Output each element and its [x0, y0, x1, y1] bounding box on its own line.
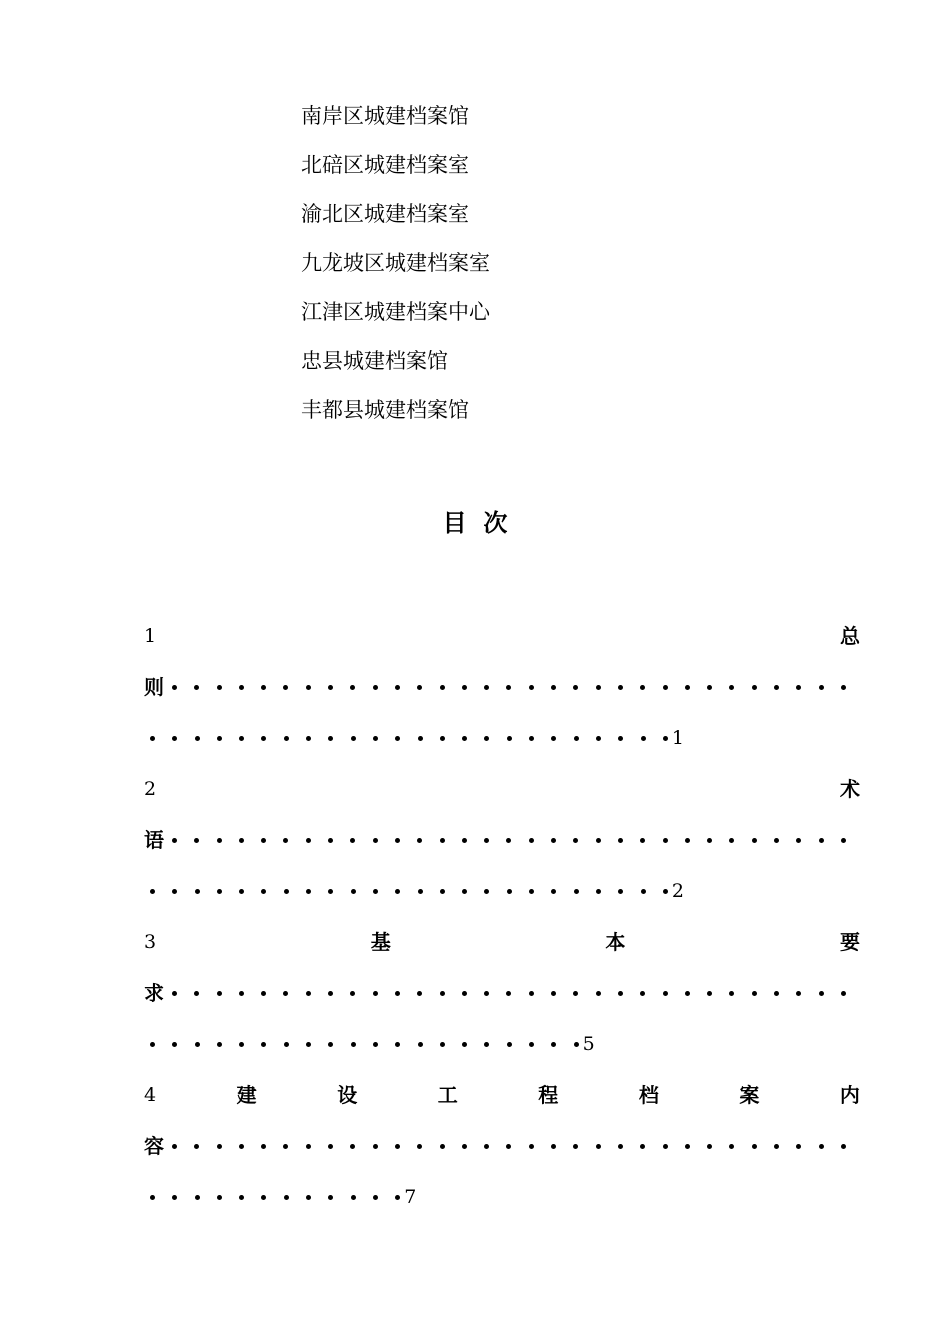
leader-dot — [328, 1195, 333, 1200]
leader-dot — [284, 889, 289, 894]
leader-dot — [283, 685, 288, 690]
toc-heading-line — [144, 764, 860, 815]
leader-dot — [506, 1144, 511, 1149]
leader-dot — [373, 1042, 378, 1047]
leader-dot — [574, 1042, 579, 1047]
leader-dot — [506, 685, 511, 690]
leader-dot — [596, 838, 601, 843]
table-of-contents — [144, 611, 860, 1223]
leader-dot — [261, 1042, 266, 1047]
leader-dot — [172, 685, 177, 690]
leader-dot — [195, 889, 200, 894]
leader-dot — [239, 1195, 244, 1200]
toc-heading-char: 档 — [638, 1083, 659, 1107]
leader-dot — [440, 736, 445, 741]
leader-dot — [328, 1042, 333, 1047]
leader-dot — [373, 838, 378, 843]
leader-dot — [194, 1144, 199, 1149]
toc-entry-number: 4 — [144, 1084, 157, 1106]
leader-dot — [328, 1144, 333, 1149]
dot-leader — [164, 685, 846, 690]
leader-dot — [819, 1144, 824, 1149]
leader-dot — [506, 991, 511, 996]
toc-page-number: 2 — [671, 880, 684, 902]
leader-dot — [217, 1042, 222, 1047]
toc-entry-number: 2 — [144, 778, 157, 800]
leader-dot — [373, 889, 378, 894]
leader-dot — [306, 838, 311, 843]
leader-dot — [484, 736, 489, 741]
leader-dot — [373, 685, 378, 690]
leader-dot — [596, 1144, 601, 1149]
toc-heading-line — [144, 917, 860, 968]
leader-dot — [283, 1144, 288, 1149]
leader-dot — [640, 685, 645, 690]
leader-dot — [172, 991, 177, 996]
archive-item: 丰都县城建档案馆 — [301, 398, 469, 422]
leader-dot — [462, 685, 467, 690]
leader-dot — [707, 685, 712, 690]
leader-dot — [551, 685, 556, 690]
leader-dot — [418, 1042, 423, 1047]
toc-heading-char: 总 — [840, 624, 860, 648]
leader-dot — [328, 685, 333, 690]
leader-dot — [261, 838, 266, 843]
leader-dot — [194, 991, 199, 996]
leader-dot — [194, 838, 199, 843]
toc-heading-char: 建 — [236, 1083, 257, 1107]
leader-dot — [663, 838, 668, 843]
leader-dot — [819, 685, 824, 690]
leader-dot — [618, 838, 623, 843]
leader-dot — [551, 1144, 556, 1149]
toc-heading-char: 术 — [840, 777, 860, 801]
leader-dot — [395, 838, 400, 843]
leader-dot — [283, 991, 288, 996]
leader-dot — [328, 991, 333, 996]
leader-dot — [707, 991, 712, 996]
leader-dot — [685, 991, 690, 996]
leader-dot — [440, 991, 445, 996]
dot-leader — [164, 1144, 846, 1149]
leader-dot — [306, 685, 311, 690]
leader-dot — [351, 736, 356, 741]
leader-dot — [752, 685, 757, 690]
toc-leader-line — [144, 1121, 860, 1172]
leader-dot — [462, 889, 467, 894]
leader-dot — [150, 889, 155, 894]
leader-dot — [618, 736, 623, 741]
toc-page-line — [144, 713, 860, 764]
leader-dot — [618, 991, 623, 996]
leader-dot — [195, 1042, 200, 1047]
leader-dot — [284, 1195, 289, 1200]
leader-dot — [395, 736, 400, 741]
leader-dot — [462, 1144, 467, 1149]
leader-dot — [596, 991, 601, 996]
leader-dot — [574, 889, 579, 894]
dot-leader — [144, 889, 668, 894]
leader-dot — [417, 991, 422, 996]
leader-dot — [328, 838, 333, 843]
toc-heading-line — [144, 611, 860, 662]
leader-dot — [306, 1144, 311, 1149]
leader-dot — [484, 889, 489, 894]
leader-dot — [685, 838, 690, 843]
dot-leader — [164, 991, 846, 996]
leader-dot — [663, 889, 668, 894]
leader-dot — [640, 838, 645, 843]
toc-page-line — [144, 1019, 860, 1070]
toc-page-line — [144, 1172, 860, 1223]
leader-dot — [618, 1144, 623, 1149]
leader-dot — [172, 889, 177, 894]
leader-dot — [573, 838, 578, 843]
leader-dot — [306, 1195, 311, 1200]
leader-dot — [418, 736, 423, 741]
leader-dot — [283, 838, 288, 843]
toc-title: 目 次 — [442, 509, 508, 537]
leader-dot — [261, 991, 266, 996]
leader-dot — [551, 991, 556, 996]
leader-dot — [551, 889, 556, 894]
leader-dot — [261, 1144, 266, 1149]
leader-dot — [261, 736, 266, 741]
toc-entry[interactable] — [144, 917, 860, 1070]
leader-dot — [373, 991, 378, 996]
leader-dot — [306, 1042, 311, 1047]
toc-entry[interactable] — [144, 611, 860, 764]
leader-dot — [640, 1144, 645, 1149]
leader-dot — [172, 838, 177, 843]
leader-dot — [752, 1144, 757, 1149]
leader-dot — [774, 838, 779, 843]
archive-item: 渝北区城建档案室 — [301, 202, 469, 226]
leader-dot — [462, 991, 467, 996]
leader-dot — [462, 1042, 467, 1047]
leader-dot — [841, 1144, 846, 1149]
toc-page-number: 1 — [671, 727, 684, 749]
leader-dot — [796, 685, 801, 690]
leader-dot — [841, 991, 846, 996]
leader-dot — [284, 1042, 289, 1047]
leader-dot — [350, 685, 355, 690]
leader-dot — [172, 736, 177, 741]
archive-item: 忠县城建档案馆 — [301, 349, 448, 373]
toc-leader-line — [144, 968, 860, 1019]
leader-dot — [573, 991, 578, 996]
leader-dot — [507, 1042, 512, 1047]
toc-heading-char: 案 — [739, 1083, 760, 1107]
toc-leader-line — [144, 662, 860, 713]
leader-dot — [351, 1195, 356, 1200]
toc-heading-char: 则 — [144, 675, 164, 699]
leader-dot — [841, 685, 846, 690]
archive-item: 江津区城建档案中心 — [301, 300, 490, 324]
leader-dot — [306, 889, 311, 894]
leader-dot — [217, 838, 222, 843]
toc-heading-char: 设 — [337, 1083, 358, 1107]
leader-dot — [440, 1042, 445, 1047]
leader-dot — [596, 685, 601, 690]
leader-dot — [507, 889, 512, 894]
leader-dot — [284, 736, 289, 741]
leader-dot — [529, 889, 534, 894]
leader-dot — [529, 1144, 534, 1149]
toc-heading-char: 语 — [144, 828, 164, 852]
leader-dot — [306, 736, 311, 741]
leader-dot — [440, 889, 445, 894]
leader-dot — [395, 685, 400, 690]
leader-dot — [529, 736, 534, 741]
leader-dot — [663, 685, 668, 690]
leader-dot — [529, 1042, 534, 1047]
leader-dot — [618, 685, 623, 690]
leader-dot — [462, 838, 467, 843]
leader-dot — [395, 1042, 400, 1047]
toc-heading-char: 容 — [144, 1134, 164, 1158]
leader-dot — [417, 685, 422, 690]
leader-dot — [574, 736, 579, 741]
toc-page-number: 5 — [582, 1033, 595, 1055]
leader-dot — [729, 838, 734, 843]
leader-dot — [217, 685, 222, 690]
leader-dot — [819, 991, 824, 996]
leader-dot — [172, 1144, 177, 1149]
leader-dot — [195, 736, 200, 741]
leader-dot — [729, 685, 734, 690]
leader-dot — [707, 838, 712, 843]
leader-dot — [395, 889, 400, 894]
leader-dot — [150, 1195, 155, 1200]
leader-dot — [484, 1042, 489, 1047]
toc-page-line — [144, 866, 860, 917]
leader-dot — [573, 1144, 578, 1149]
toc-entry-number: 1 — [144, 625, 157, 647]
leader-dot — [752, 991, 757, 996]
leader-dot — [172, 1042, 177, 1047]
leader-dot — [729, 1144, 734, 1149]
leader-dot — [217, 889, 222, 894]
leader-dot — [774, 991, 779, 996]
leader-dot — [551, 736, 556, 741]
leader-dot — [239, 1144, 244, 1149]
leader-dot — [774, 685, 779, 690]
leader-dot — [417, 838, 422, 843]
leader-dot — [506, 838, 511, 843]
leader-dot — [194, 685, 199, 690]
archive-item: 南岸区城建档案馆 — [301, 104, 469, 128]
toc-heading-char: 程 — [538, 1083, 559, 1107]
leader-dot — [484, 838, 489, 843]
leader-dot — [841, 838, 846, 843]
leader-dot — [573, 685, 578, 690]
leader-dot — [819, 838, 824, 843]
leader-dot — [796, 991, 801, 996]
leader-dot — [373, 1195, 378, 1200]
toc-heading-char: 内 — [839, 1083, 860, 1107]
leader-dot — [350, 1144, 355, 1149]
leader-dot — [350, 838, 355, 843]
leader-dot — [195, 1195, 200, 1200]
leader-dot — [239, 991, 244, 996]
leader-dot — [217, 991, 222, 996]
leader-dot — [373, 736, 378, 741]
leader-dot — [440, 838, 445, 843]
leader-dot — [596, 889, 601, 894]
toc-leader-line — [144, 815, 860, 866]
dot-leader — [144, 1042, 579, 1047]
leader-dot — [440, 1144, 445, 1149]
toc-page-number: 7 — [404, 1186, 417, 1208]
leader-dot — [529, 838, 534, 843]
archive-list — [301, 96, 490, 439]
leader-dot — [328, 889, 333, 894]
leader-dot — [306, 991, 311, 996]
toc-heading-char: 工 — [437, 1083, 458, 1107]
leader-dot — [529, 991, 534, 996]
dot-leader — [144, 736, 668, 741]
leader-dot — [395, 991, 400, 996]
toc-heading-char: 本 — [605, 930, 626, 954]
leader-dot — [641, 889, 646, 894]
dot-leader — [144, 1195, 400, 1200]
leader-dot — [551, 1042, 556, 1047]
leader-dot — [239, 685, 244, 690]
leader-dot — [239, 889, 244, 894]
leader-dot — [685, 1144, 690, 1149]
toc-heading-char: 求 — [144, 981, 164, 1005]
leader-dot — [351, 889, 356, 894]
leader-dot — [596, 736, 601, 741]
leader-dot — [373, 1144, 378, 1149]
leader-dot — [618, 889, 623, 894]
leader-dot — [150, 1042, 155, 1047]
toc-heading-char: 要 — [839, 930, 860, 954]
leader-dot — [395, 1144, 400, 1149]
toc-entry[interactable] — [144, 764, 860, 917]
leader-dot — [663, 736, 668, 741]
leader-dot — [217, 1144, 222, 1149]
leader-dot — [328, 736, 333, 741]
toc-heading-line — [144, 1070, 860, 1121]
leader-dot — [440, 685, 445, 690]
leader-dot — [217, 1195, 222, 1200]
leader-dot — [350, 991, 355, 996]
leader-dot — [261, 685, 266, 690]
leader-dot — [707, 1144, 712, 1149]
leader-dot — [774, 1144, 779, 1149]
leader-dot — [640, 991, 645, 996]
leader-dot — [752, 838, 757, 843]
leader-dot — [172, 1195, 177, 1200]
leader-dot — [217, 736, 222, 741]
leader-dot — [551, 838, 556, 843]
leader-dot — [641, 736, 646, 741]
archive-item: 九龙坡区城建档案室 — [301, 251, 490, 275]
leader-dot — [663, 991, 668, 996]
toc-heading-char: 基 — [370, 930, 391, 954]
toc-entry[interactable] — [144, 1070, 860, 1223]
leader-dot — [239, 838, 244, 843]
leader-dot — [239, 1042, 244, 1047]
leader-dot — [484, 685, 489, 690]
leader-dot — [239, 736, 244, 741]
leader-dot — [484, 1144, 489, 1149]
archive-item: 北碚区城建档案室 — [301, 153, 469, 177]
leader-dot — [729, 991, 734, 996]
leader-dot — [150, 736, 155, 741]
leader-dot — [351, 1042, 356, 1047]
leader-dot — [796, 1144, 801, 1149]
leader-dot — [685, 685, 690, 690]
leader-dot — [417, 1144, 422, 1149]
leader-dot — [663, 1144, 668, 1149]
leader-dot — [261, 889, 266, 894]
leader-dot — [261, 1195, 266, 1200]
toc-entry-number: 3 — [144, 931, 157, 953]
leader-dot — [796, 838, 801, 843]
leader-dot — [418, 889, 423, 894]
dot-leader — [164, 838, 846, 843]
leader-dot — [507, 736, 512, 741]
leader-dot — [529, 685, 534, 690]
leader-dot — [484, 991, 489, 996]
leader-dot — [462, 736, 467, 741]
leader-dot — [395, 1195, 400, 1200]
